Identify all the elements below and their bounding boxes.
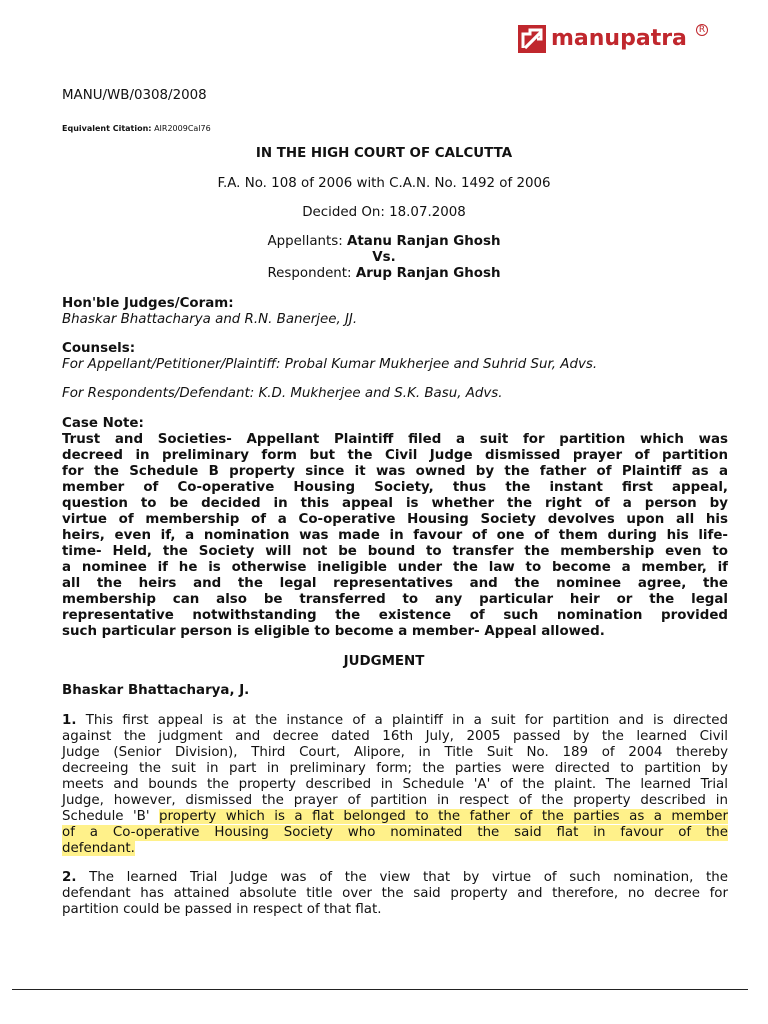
respondent-name: Arup Ranjan Ghosh [355,266,501,281]
case-note-line: Trust and Societies- Appellant Plaintiff filed a suit for partition which was [62,432,728,447]
case-note-heading: Case Note: [62,416,144,431]
respondent-label: Respondent: [267,266,352,281]
paragraph-2-number: 2. [62,870,77,885]
case-note-line: membership can also be transferred to any particular heir or the legal [62,592,728,607]
appellants-name: Atanu Ranjan Ghosh [347,234,501,249]
paragraph-1-line: Judge (Senior Division), Third Court, Alipore, in Title Suit No. 189 of 2004 thereby [62,745,728,760]
paragraph-1-text: This first appeal is at the instance of a plaintiff in a suit for partition and is directed [85,713,728,728]
court-title: IN THE HIGH COURT OF CALCUTTA [255,146,513,161]
case-note-line: all the heirs and the legal representatives and the nominee agree, the [62,576,728,591]
paragraph-1-line: decreeing the suit in part in preliminary form; the parties were directed to partition by [62,761,728,776]
versus: Vs. [372,250,396,265]
equivalent-citation [62,121,211,137]
paragraph-1-line: Judge, however, dismissed the prayer of partition in respect of the property described in [62,793,728,808]
paragraph-1-line [62,841,135,857]
registered-mark: R [696,24,708,36]
paragraph-1-line: meets and bounds the property described in Schedule 'A' of the plaint. The learned Trial [62,777,728,792]
case-number: F.A. No. 108 of 2006 with C.A.N. No. 1492 of 2006 [217,176,551,191]
judgment-heading: JUDGMENT [343,654,425,669]
paragraph-2-line: defendant has attained absolute title over the said property and therefore, no decree for [62,886,728,901]
highlighted-text: of a Co-operative Housing Society who nominated the said flat in favour of the [62,825,728,840]
counsels-heading: Counsels: [62,341,136,356]
highlighted-text: defendant. [62,841,135,856]
judgment-author: Bhaskar Bhattacharya, J. [62,683,250,698]
case-note-line: virtue of membership of a Co-operative Housing Society devolves upon all his [62,512,728,527]
counsel-respondent: For Respondents/Defendant: K.D. Mukherjee and S.K. Basu, Advs. [62,386,503,401]
respondent-line [0,266,768,282]
highlighted-text: property which is a flat belonged to the father of the parties as a member [159,809,728,824]
equivalent-citation-label: Equivalent Citation: [62,124,152,133]
case-note-line: heirs, even if, a nomination was made in favour of one of them during his life- [62,528,728,543]
appellants-line [0,234,768,250]
judges-names: Bhaskar Bhattacharya and R.N. Banerjee, JJ. [62,312,358,327]
paragraph-1-text: Schedule 'B' [62,809,150,824]
case-note-line: a nominee if he is otherwise ineligible under the law to become a member, if [62,560,728,575]
case-note-line: question to be decided in this appeal is whether the right of a person by [62,496,728,511]
paragraph-2-line: partition could be passed in respect of that flat. [62,902,382,917]
case-note-line: decreed in preliminary form but the Civil Judge dismissed prayer of partition [62,448,728,463]
counsel-appellant: For Appellant/Petitioner/Plaintiff: Probal Kumar Mukherjee and Suhrid Sur, Advs. [62,357,598,372]
brand-name: manupatra [551,26,687,51]
paragraph-1-line: against the judgment and decree dated 16th July, 2005 passed by the learned Civil [62,729,728,744]
judges-heading: Hon'ble Judges/Coram: [62,296,234,311]
equivalent-citation-value: AIR2009Cal76 [154,124,211,133]
appellants-label: Appellants: [267,234,343,249]
footer-divider [12,989,748,990]
case-note-line: representative notwithstanding the existence of such nomination provided [62,608,728,623]
manupatra-logo [518,24,718,56]
case-note-line: member of Co-operative Housing Society, thus the instant first appeal, [62,480,728,495]
paragraph-2-line [62,870,728,886]
paragraph-1-number: 1. [62,713,77,728]
decided-on: Decided On: 18.07.2008 [302,205,466,220]
case-note-line: for the Schedule B property since it was owned by the father of Plaintiff as a [62,464,728,479]
paragraph-1-line [62,713,728,729]
case-note-line: time- Held, the Society will not be bound to transfer the membership even to [62,544,728,559]
case-note-line: such particular person is eligible to become a member- Appeal allowed. [62,624,605,639]
paragraph-1-line [62,809,728,825]
citation-id: MANU/WB/0308/2008 [62,88,207,103]
manupatra-logo-icon [518,25,546,53]
paragraph-2-text: The learned Trial Judge was of the view that by virtue of such nomination, the [89,870,728,885]
